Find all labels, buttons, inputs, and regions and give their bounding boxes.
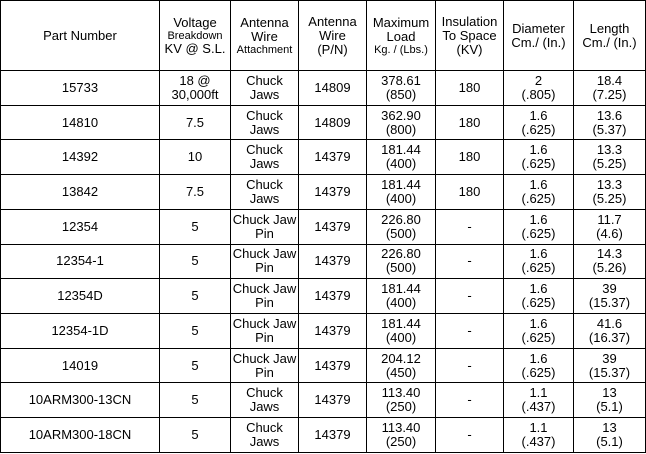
length-cell: 39 (15.37)	[574, 279, 646, 314]
diameter-cell: 1.6 (.625)	[504, 209, 574, 244]
table-row	[1, 209, 646, 244]
length-cell: 13.6 (5.37)	[574, 105, 646, 140]
wire-pn-cell: 14379	[299, 244, 367, 279]
maximum-load-cell: 181.44 (400)	[367, 279, 436, 314]
attachment-cell: Chuck Jaw Pin	[231, 348, 299, 383]
voltage-breakdown-cell: 5	[160, 383, 231, 418]
length-cell: 13.3 (5.25)	[574, 140, 646, 175]
insulation-cell: 180	[436, 105, 504, 140]
insulation-cell: 180	[436, 140, 504, 175]
maximum-load-cell: 181.44 (400)	[367, 140, 436, 175]
diameter-cell: 1.6 (.625)	[504, 140, 574, 175]
diameter-cell: 1.6 (.625)	[504, 348, 574, 383]
attachment-cell: Chuck Jaws	[231, 140, 299, 175]
length-cell: 14.3 (5.26)	[574, 244, 646, 279]
length-cell: 18.4 (7.25)	[574, 71, 646, 106]
diameter-cell: 1.1 (.437)	[504, 383, 574, 418]
diameter-cell: 2 (.805)	[504, 71, 574, 106]
header-row	[1, 1, 646, 71]
voltage-breakdown-cell: 5	[160, 314, 231, 349]
length-cell: 13 (5.1)	[574, 418, 646, 453]
part-number-cell: 12354D	[1, 279, 160, 314]
length-cell: 13.3 (5.25)	[574, 175, 646, 210]
wire-pn-cell: 14379	[299, 418, 367, 453]
table-row	[1, 105, 646, 140]
attachment-cell: Chuck Jaws	[231, 418, 299, 453]
table-row	[1, 71, 646, 106]
header-part-number: Part Number	[1, 1, 160, 71]
header-length: Length Cm./ (In.)	[574, 1, 646, 71]
maximum-load-cell: 226.80 (500)	[367, 244, 436, 279]
insulation-cell: -	[436, 314, 504, 349]
wire-pn-cell: 14379	[299, 314, 367, 349]
part-number-cell: 14392	[1, 140, 160, 175]
table-row	[1, 175, 646, 210]
attachment-cell: Chuck Jaw Pin	[231, 314, 299, 349]
maximum-load-cell: 113.40 (250)	[367, 418, 436, 453]
insulation-cell: -	[436, 209, 504, 244]
table-row	[1, 418, 646, 453]
insulation-cell: -	[436, 244, 504, 279]
table-body	[1, 71, 646, 453]
insulation-cell: -	[436, 348, 504, 383]
part-number-cell: 10ARM300-13CN	[1, 383, 160, 418]
length-cell: 13 (5.1)	[574, 383, 646, 418]
maximum-load-cell: 362.90 (800)	[367, 105, 436, 140]
wire-pn-cell: 14809	[299, 71, 367, 106]
wire-pn-cell: 14379	[299, 140, 367, 175]
diameter-cell: 1.6 (.625)	[504, 175, 574, 210]
attachment-cell: Chuck Jaws	[231, 383, 299, 418]
table-row	[1, 348, 646, 383]
attachment-cell: Chuck Jaw Pin	[231, 209, 299, 244]
voltage-breakdown-cell: 5	[160, 209, 231, 244]
table-row	[1, 383, 646, 418]
attachment-cell: Chuck Jaws	[231, 71, 299, 106]
part-number-cell: 10ARM300-18CN	[1, 418, 160, 453]
insulation-cell: -	[436, 418, 504, 453]
insulation-cell: -	[436, 383, 504, 418]
wire-pn-cell: 14379	[299, 175, 367, 210]
maximum-load-cell: 181.44 (400)	[367, 314, 436, 349]
part-number-cell: 14810	[1, 105, 160, 140]
wire-pn-cell: 14379	[299, 348, 367, 383]
wire-pn-cell: 14379	[299, 383, 367, 418]
attachment-cell: Chuck Jaws	[231, 175, 299, 210]
voltage-breakdown-cell: 5	[160, 279, 231, 314]
diameter-cell: 1.6 (.625)	[504, 314, 574, 349]
table-row	[1, 140, 646, 175]
voltage-breakdown-cell: 5	[160, 348, 231, 383]
attachment-cell: Chuck Jaw Pin	[231, 279, 299, 314]
part-number-cell: 12354-1	[1, 244, 160, 279]
header-insulation-to-space: Insulation To Space (KV)	[436, 1, 504, 71]
insulation-cell: 180	[436, 71, 504, 106]
part-number-cell: 15733	[1, 71, 160, 106]
header-maximum-load: Maximum Load Kg. / (Lbs.)	[367, 1, 436, 71]
length-cell: 39 (15.37)	[574, 348, 646, 383]
insulation-cell: -	[436, 279, 504, 314]
table-row	[1, 314, 646, 349]
part-number-cell: 12354	[1, 209, 160, 244]
voltage-breakdown-cell: 7.5	[160, 105, 231, 140]
maximum-load-cell: 113.40 (250)	[367, 383, 436, 418]
header-diameter: Diameter Cm./ (In.)	[504, 1, 574, 71]
wire-pn-cell: 14379	[299, 209, 367, 244]
wire-pn-cell: 14379	[299, 279, 367, 314]
attachment-cell: Chuck Jaw Pin	[231, 244, 299, 279]
diameter-cell: 1.1 (.437)	[504, 418, 574, 453]
wire-pn-cell: 14809	[299, 105, 367, 140]
voltage-breakdown-cell: 10	[160, 140, 231, 175]
header-voltage-breakdown: Voltage Breakdown KV @ S.L.	[160, 1, 231, 71]
part-number-cell: 14019	[1, 348, 160, 383]
header-antenna-wire-pn: Antenna Wire (P/N)	[299, 1, 367, 71]
voltage-breakdown-cell: 5	[160, 244, 231, 279]
part-number-cell: 12354-1D	[1, 314, 160, 349]
maximum-load-cell: 204.12 (450)	[367, 348, 436, 383]
voltage-breakdown-cell: 5	[160, 418, 231, 453]
maximum-load-cell: 378.61 (850)	[367, 71, 436, 106]
maximum-load-cell: 181.44 (400)	[367, 175, 436, 210]
diameter-cell: 1.6 (.625)	[504, 105, 574, 140]
voltage-breakdown-cell: 18 @ 30,000ft	[160, 71, 231, 106]
length-cell: 41.6 (16.37)	[574, 314, 646, 349]
voltage-breakdown-cell: 7.5	[160, 175, 231, 210]
header-antenna-wire-attachment: Antenna Wire Attachment	[231, 1, 299, 71]
insulation-cell: 180	[436, 175, 504, 210]
table-row	[1, 279, 646, 314]
diameter-cell: 1.6 (.625)	[504, 244, 574, 279]
maximum-load-cell: 226.80 (500)	[367, 209, 436, 244]
diameter-cell: 1.6 (.625)	[504, 279, 574, 314]
part-number-cell: 13842	[1, 175, 160, 210]
attachment-cell: Chuck Jaws	[231, 105, 299, 140]
table-row	[1, 244, 646, 279]
length-cell: 11.7 (4.6)	[574, 209, 646, 244]
